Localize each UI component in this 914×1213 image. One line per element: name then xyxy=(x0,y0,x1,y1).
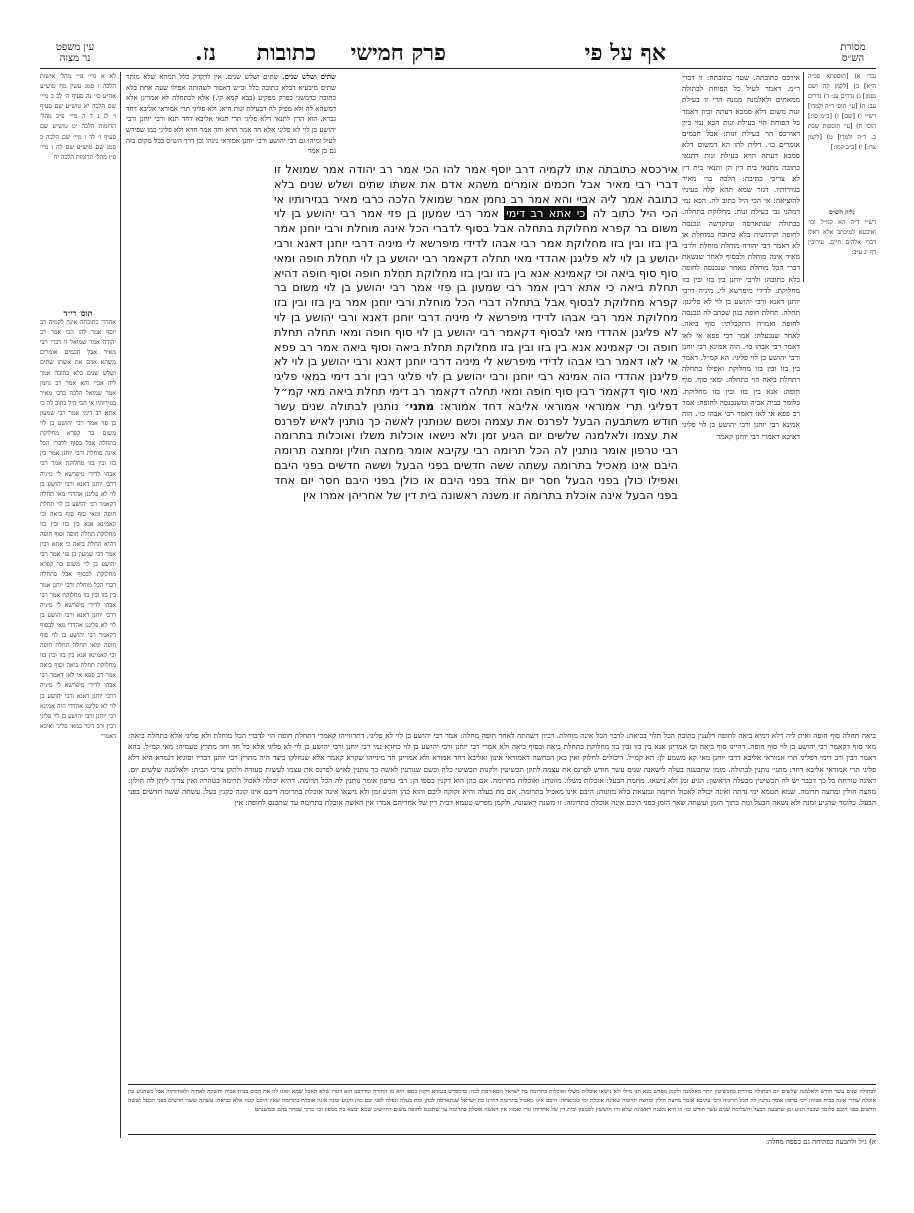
rashi-column xyxy=(682,72,800,722)
chapter-title-mid: פרק חמישי xyxy=(350,40,446,66)
footnote: א) ג״ל ולתבעה כפתיחה גם כספה מחלה: xyxy=(765,1138,876,1146)
masoret-divider xyxy=(803,72,804,282)
ein-mishpat-text: לא א מיי׳ פ״י מהל׳ אישות הלכה ו סמג עשין מח טוש״ע אה״ע סי׳ נה סעיף ה׳ לב ב מיי׳ שם הלכה יא טוש״ע שם סעיף ו׳ לג ג ד ה מיי׳ פ״ב מהל׳ תרומות הלכה יט טוש״ע שם סעיף ז׳ לד ו מיי׳ שם הלכה כ סמג שם טוש״ע שם לה ז מיי׳ פ״ו מהל׳ תרומות הלכה יח xyxy=(40,73,116,161)
tosfot-ryd-text: אהדדי כתובתה אינה לקמיה רב יוסף אמר להו הכי אמר רב יהודה אמר שמואל זו דברי רבי מאיר אבל חכמים אומרים משהא אדם את אשתו שתים ושלש שנים בלא כתובה אמר ליה אביי והא אמר רב נחמן אמר שמואל הלכה כרבי מאיר בגזירותיו אי הכי היל כתוב לה כי אתא רב דימי אמר רבי שמעון בן פזי אמר רבי יהושע בן לוי משום בר קפרא מחלוקת בתחלה אבל בסוף לדברי הכל אינה מוחלת ורבי יוחנן אמר בין בזו ובין בזו מחלוקת אמר רבי אבהו לדידי מיפרשא לי מיניה דרבי יוחנן דאנא ורבי יהושע בן לוי לא פליגנן אהדדי מאי תחלה דקאמר רבי יהושע בן לוי תחלת חופה ומאי סוף סוף ביאה וכי קאמינא אנא בין בזו ובין בזו מחלוקת תחלת חופה וסוף חופה דהיא תחלת ביאה כי אתא רבין אמר רבי שמעון בן פזי אמר רבי יהושע בן לוי משום בר קפרא מחלוקת לבסוף אבל בתחלה דברי הכל מוחלת ורבי יוחנן אמר בין בזו ובין בזו מחלוקת אמר רבי אבהו לדידי מיפרשא לי מיניה דרבי יוחנן דאנא ורבי יהושע בן לוי לא פליגנן אהדדי מאי לבסוף דקאמר רבי יהושע בן לוי סוף חופה ומאי תחלה תחלת חופה וכי קאמינא אנא בין בזו ובין בזו מחלוקת תחלת ביאה וסוף ביאה אמר רב פפא אי לאו דאמר רבי אבהו לדידי מיפרשא לי מיניה דרבי יוחנן דאנא ורבי יהושע בן לוי לא פליגנן אהדדי הוה אמינא רבי יוחנן ורבי יהושע בן לוי פליגי רבין ורב דימי במאי פליגי ואיכא דאמרי xyxy=(40,319,116,740)
tosafot-opening: שתים ושלש שנים. xyxy=(282,72,336,81)
rashi-text: אירכס כתובתה. שטר כתובתה: זו דברי ר״מ. דאמר לעיל כל הפוחת לבתולה ממאתים ולאלמנה ממנה הרי זו בעילת זנות משום דלא סמכא דעתה וכיון דאמר כל הפוחת הוי בעילת זנות הכא נמי כיון דאירכס הוי בעילת זנות: אבל חכמים אומרים כו׳. דלית להו הא דמשום דלא סמכא דעתה הויא בעילת זנות דתנאי כתובה מתנאי בית דין הן ותנאי בית דין לא צריכי כתיבה: הלכה כר׳ מאיר בגזירותיו. דגזר שמא תהא קלה בעיניו להוציאה: אי הכי היל כתוב לה. הכא נמי דמהני גבי בעילת זנות: מחלוקת בתחלה. בבתולה שנתארסה ונתקדשה ונכנסה לחופה וקידושיה בלא כתובה כמוחלת או לא דאמר רבי יהודה מוחלת מוחלת ולרבי מאיר אינה מוחלת ולבסוף לאחר שנשאת דברי הכל מוחלת מאחר שנכנסה לחופה בלא כתובה: ולרבי יוחנן בין בזו ובין בזו מחלוקת: לדידי מיפרשא לי. מיניה דרבי יוחנן דאנא ורבי יהושע בן לוי לא פליגנן: תחלה. תחלת חופה כגון שכתב לה ונכנסה לחופה ואמרה התקבלתי: סוף ביאה. לאחר שנבעלה: אמר רבי פפא אי לאו דאמר רבי אבהו כו׳. הוה אמינא רבי יוחנן ורבי יהושע בן לוי פליגי: הא קמ״ל. דאמר בין בזו ובין בזו מחלוקת ואפילו בתחלה דתחלת ביאה הוי כתחלה: ומאי סוף. סוף חופה: אנא בין בזו ובין בזו מחלוקת. כלומר בבית אביה ומשנכנסה לחופה: אמר רב פפא אי לאו דאמר רבי אבהו כו׳. הוה אמינא רבי יוחנן ורבי יהושע בן לוי פליגי דאיכא דאמרי רבי יוחנן קאמר xyxy=(682,73,800,441)
gemara-segment-a: אירכסא כתובתה אתו לקמיה דרב יוסף אמר להו הכי אמר רב יהודה אמר שמואל זו דברי רבי מאיר אבל חכמים אומרים משהא אדם את אשתו שתים ושלש שנים בלא כתובה אמר ליה אביי והא אמר רב נחמן אמר שמואל הלכה כרבי מאיר בגזירותיו אי הכי היל כתוב לה xyxy=(274,162,678,221)
bottom-notes-text: לבתולה שנים עשר חודש ולאלמנה שלשים יום דבתולה טורחת בתכשיטין יותר מאלמנה ולקמן מפרש מנא הני מילי ולא נישאו אוכלות משלו ואוכלות בתרומה בת ישראל המאורסת לכהן כדמפרש בגמרא דקנין כספו היא מן התורה ומדרבנן הוא דגזרו שלא תאכל שמא ימזגו לה את הכוס בבית אביה ותשקה לאחיה ולאחיותיה אבל כשהגיע זמן אוכלת שהרי אינה בבית אביה: רבי טרפון אומר נותנין לה הכל תרומה ורבי עקיבא אומר מחצה חולין ומחצה תרומה שאינה אוכלת ימי טומאתה: היבם אינו מאכיל בתרומה דהיינו בת ישראל שנתארסה לכהן ומת בעלה ונפלה לפני יבם כהן והגיע זמנה אינה אוכלת בתרומה שאין היבם קונה אלא בביאה: עשתה ששה חדשים בפני הבעל וששה חדשים בפני היבם כלומר שכבר הגיע זמן שתבעה הבעל והשלימה שנים עשר חודש וכו׳ וזו היא משנה ראשונה שלא היו חוששין לסמפון ובית דין של אחריהן גזרו ואמרו אין האשה אוכלת בתרומה עד שתכנס לחופה משום דחיישינן שמא ימצא בה סמפון וכו׳ ברוך שבחר בהם ובמשנתם xyxy=(128,1089,876,1113)
header-rule xyxy=(40,68,876,69)
tosafot-upper-text: שתים ושלש שנים. אין לדקדק כלל תמהא שלא מותר שתים מיבעיא דבלא כתובה כלל וכ״ש דאסור לשהותה אפילו שעה אחת בלא כתובה כדמשני בפרק מפקיע (בבא קמא קי.) אלא לכתחלה לא אמרינן אלא דמשהא לה ולא מפיק לה דבעילת זנות היא: ולא פליגי תרי אמוראי אליבא דחד גברא. הוא הדין לתנאי דלא פליגי תרי תנאי אליבא דחד תנא ורבי יוחנן ורבי יהושע בן לוי לא פליגי אלא חד אמר חדא וחד אמר חדא ולא פליגי כמו שפירש לעיל ומיהו גם רבי יהושע ורבי יוחנן אמוראי נינהו וכן דרך הש״ס בכל מקום בזה גם כן אמר xyxy=(126,73,336,156)
tosafot-upper-column xyxy=(126,72,336,160)
masoret-heading: מסורת הש״ס xyxy=(840,42,866,64)
masoret-text: נבר׳ א) [תוספתא פכ״ה ה״א] ב) [לקמן קה ושם נסמן] ג) נדרים עג: ד) נדרים עב: ה) [עי׳ תוס׳ ד״ה ולמדו] רש״י ו) [שם] ז) [ב״מ סו:] תוס׳ ח) [עי׳ תוספות שבת כ. ד״ה ולמדו] ט) [לקמן צח:] י) [ב״ב קמו:] xyxy=(808,73,876,151)
talmud-page xyxy=(40,30,876,1160)
page-header xyxy=(40,40,876,68)
daf-number: נז. xyxy=(195,40,216,66)
gilyon-title: גליון הש״ס xyxy=(829,209,855,216)
gilyon-hashas-column xyxy=(808,208,876,278)
footnote-rule xyxy=(128,1134,876,1135)
mishnah-marker: מתני׳ xyxy=(404,398,435,413)
ein-mishpat-heading: עין משפט נר מצוה xyxy=(55,42,95,64)
mishnah-text: נותנין לבתולה שנים עשר חודש משתבעה הבעל לפרנס את עצמה וכשם שנותנין לאשה כך נותנין לאיש לפרנס את עצמו ולאלמנה שלשים יום הגיע זמן ולא נישאו אוכלות משלו ואוכלות בתרומה רבי טרפון אומר נותנין לה הכל תרומה רבי עקיבא אומר מחצה חולין ומחצה תרומה היבם אינו מאכיל בתרומה עשתה ששה חדשים בפני הבעל וששה חדשים בפני היבם ואפילו כולן בפני הבעל חסר יום אחד בפני היבם או כולן בפני היבם חסר יום אחד בפני הבעל אינה אוכלת בתרומה זו משנה ראשונה בית דין של אחריהן אמרו אין xyxy=(274,398,678,502)
lower-commentary-block xyxy=(128,730,876,1080)
left-gutter-divider xyxy=(120,72,121,1138)
gemara-segment-b: אמר רבי שמעון בן פזי אמר רבי יהושע בן לוי משום בר קפרא מחלוקת בתחלה אבל בסוף לדברי הכל אינה מוחלת ורבי יוחנן אמר בין בזו ובין בזו מחלוקת אמר רבי אבהו לדידי מיפרשא לי מיניה דרבי יוחנן דאנא ורבי יהושע בן לוי לא פליגנן אהדדי מאי תחלה דקאמר רבי יהושע בן לוי תחלת חופה ומאי סוף סוף ביאה וכי קאמינא אנא בין בזו ובין בזו מחלוקת תחלת חופה וסוף חופה דהיא תחלת ביאה כי אתא רבין אמר רבי שמעון בן פזי אמר רבי יהושע בן לוי משום בר קפרא מחלוקת לבסוף אבל בתחלה דברי הכל מוחלת ורבי יוחנן אמר בין בזו ובין בזו מחלוקת אמר רבי אבהו לדידי מיפרשא לי מיניה דרבי יוחנן דאנא ורבי יהושע בן לוי לא פליגנן אהדדי מאי לבסוף דקאמר רבי יהושע בן לוי סוף חופה ומאי תחלה תחלת חופה וכי קאמינא אנא בין בזו ובין בזו מחלוקת תחלת ביאה וסוף ביאה אמר רב פפא אי לאו דאמר רבי אבהו לדידי מיפרשא לי מיניה דרבי יוחנן דאנא ורבי יהושע בן לוי לא פליגנן אהדדי הוה אמינא רבי יוחנן ורבי יהושע בן לוי פליגי רבין ורב דימי במאי פליגי מאי סוף דקאמר רבין סוף חופה ומאי תחלה דקאמר רב דימי תחלת ביאה מאי קמ״ל דפליגי תרי אמוראי אמוראי אליבא דחד אמורא: xyxy=(274,206,678,413)
ein-mishpat-column xyxy=(40,72,116,302)
lower-commentary-text: ביאה תחלה סוף חופה ואית ליה דלא דמיא ביאה לחופה דלענין כתובה הכל תלוי בביאה: לדבר הכל אינה מוחלת. דכיון דשהתה לאחר חופה מחלה: אמר רבי יהושע בן לוי לא פליגי. דתרווייהו קאמרי דתחלת חופה הוי לדברי הכל מוחלת ולא פליגי אלא בתחלת ביאה: מאי סוף דקאמר רבי יהושע בן לוי סוף חופה. דהיינו סוף ביאה וכי אמרינן אנא בין בזו ובין בזו מחלוקת בתחלת ביאה ובסוף ביאה ולא אמרי רבי יוחנן ורבי יהושע בן לוי כחדא נמי רבי יוחנן ורבי יהושע בן לוי לא פליגי אלא כל חד וחד מתרץ טעמיה: מאי קמ״ל. בהא דאמר רבין ורב דימי דפליגי תרי אמוראי אליבא דרבי יוחנן מאי קא משמע לן: הא קמ״ל. דיכולים לחלוק ואין כאן הכחשה דאמוראי אינון ואליבא דחד אמורא ולא אמרינן חד מינייהו שקרא קאמר אלא שנחלקו כיצד היה מתרץ רבי יוחנן דבריו וסוגיא דגמרא היא דלא פליגי תרי אמוראי אליבא דחד: מתני׳ נותנין לבתולה. מזמן שתבענה בעלה לישאנה שנים עשר חודש לפרנס את עצמה לתקן תכשיטין ולקנות תכשיטי כלה וכשם שנותנין לאשה כך נותנין לאיש לפרנס את עצמו לעשות סעודה ולתקן צרכי הבית: ולאלמנה שלשים יום. דאינה טורחת כל כך דכבר יש לה תכשיטין מבעלה הראשון: הגיע זמן ולא נישאו. מחמת הבעל: אוכלות משלו. מזונות: ואוכלות בתרומה. אם כהן הוא דקנין כספו הן: רבי טרפון אומר נותנין לה הכל תרומה. דהיא יכולה לאכול תרומה בטהרה ואין צריך ליתן לה חולין: מחצה חולין ומחצה תרומה. שמא תטמא ימי נדתה ואינה יכולה לאכול תרומה ונמצאת בלא מזונות: היבם אינו מאכיל בתרומה. אם מת בעלה והיא זקוקה ליבם והוא כהן והגיע זמן ולא נישאו אינה אוכלת בתרומה דיבם אינו קונה כקנין בעל: עשתה ששה חדשים בפני הבעל. כלומר שהגיע זמנה ולא נשאה הבעל ומת בתוך הזמן ועשתה שאר הזמן בפני היבם אינה אוכלת בתרומה: זו משנה ראשונה. ולקמן מפרש טעמא דבית דין של אחריהם אמרו אין האשה אוכלת בתרומה עד שתכנס לחופה: אין xyxy=(128,731,876,808)
bottom-notes xyxy=(128,1088,876,1126)
tosfot-ryd-title: תוס׳ רי״ד xyxy=(63,308,93,318)
chapter-title-right: אף על פי xyxy=(584,40,666,66)
tosfot-ryd-column xyxy=(40,308,116,1138)
highlighted-phrase: כי אתא רב דימי xyxy=(506,206,586,221)
gemara-text-block xyxy=(274,162,678,728)
tractate-title: כתובות xyxy=(256,40,316,66)
bottom-rule xyxy=(128,1084,876,1085)
gilyon-text: רש״י ד״ה הא קמ״ל וכו׳ ואיבעא למיכתב אלא ראלו דברי אלהים חיים. עירובין דף יג ע״ב: xyxy=(808,219,876,257)
masoret-hashas-column xyxy=(808,72,876,202)
